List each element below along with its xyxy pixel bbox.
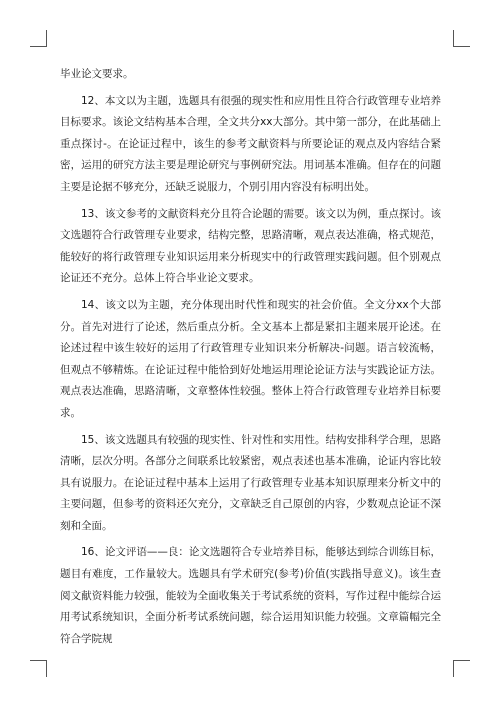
crop-mark-top-left xyxy=(30,30,47,47)
paragraph-comment-14: 14、该文以为主题，充分体现出时代性和现实的社会价值。全文分xx个大部分。首先对进行了论述，然后重点分析。全文基本上都是紧扣主题来展开论述。在论述过程中该生较好的运用了行政管理专业知识来分析解决-问题。语言较流畅，但观点不够精炼。在论证过程中能恰到好处地运用理论论证方法与实践论证方法。观点表达准确，思路清晰，文章整体性较强。整体上符合行政管理专业培养目标要求。 xyxy=(60,298,441,419)
paragraph-comment-12: 12、本文以为主题，选题具有很强的现实性和应用性且符合行政管理专业培养目标要求。该论文结构基本合理，全文共分xx大部分。其中第一部分，在此基础上重点探讨-。在论证过程中，该生的参考文献资料与所要论证的观点及内容结合紧密，运用的研究方法主要是理论研究与事例研究法。用词基本准确。但存在的问题主要是论据不够充分，还缺乏说服力，个别引用内容没有标明出处。 xyxy=(60,94,441,193)
paragraph-comment-16: 16、论文评语——良：论文选题符合专业培养目标，能够达到综合训练目标，题目有难度，工作量较大。选题具有学术研究(参考)价值(实践指导意义)。该生查阅文献资料能力较强，能较为全面收集关于考试系统的资料，写作过程中能综合运用考试系统知识，全面分析考试系统问题，综合运用知识能力较强。文章篇幅完全符合学院规 xyxy=(60,546,441,645)
crop-mark-bottom-right xyxy=(453,660,470,677)
crop-mark-bottom-left xyxy=(30,660,47,677)
paragraph-comment-13: 13、该文参考的文献资料充分且符合论题的需要。该文以为例，重点探讨。该文选题符合行政管理专业要求，结构完整，思路清晰，观点表达准确，格式规范，能较好的将行政管理专业知识运用来分析现实中的行政管理实践问题。但个别观点论证还不充分。总体上符合毕业论文要求。 xyxy=(60,207,441,285)
document-body xyxy=(60,64,441,655)
paragraph-comment-15: 15、该文选题具有较强的现实性、针对性和实用性。结构安排科学合理，思路清晰，层次分明。各部分之间联系比较紧密，观点表述也基本准确，论证内容比较具有说服力。在论证过程中基本上运用了行政管理专业基本知识原理来分析文中的主要问题，但参考的资料还欠充分，文章缺乏自己原创的内容，少数观点论证不深刻和全面。 xyxy=(60,433,441,532)
paragraph-continuation: 毕业论文要求。 xyxy=(60,68,134,80)
crop-mark-top-right xyxy=(453,30,470,47)
